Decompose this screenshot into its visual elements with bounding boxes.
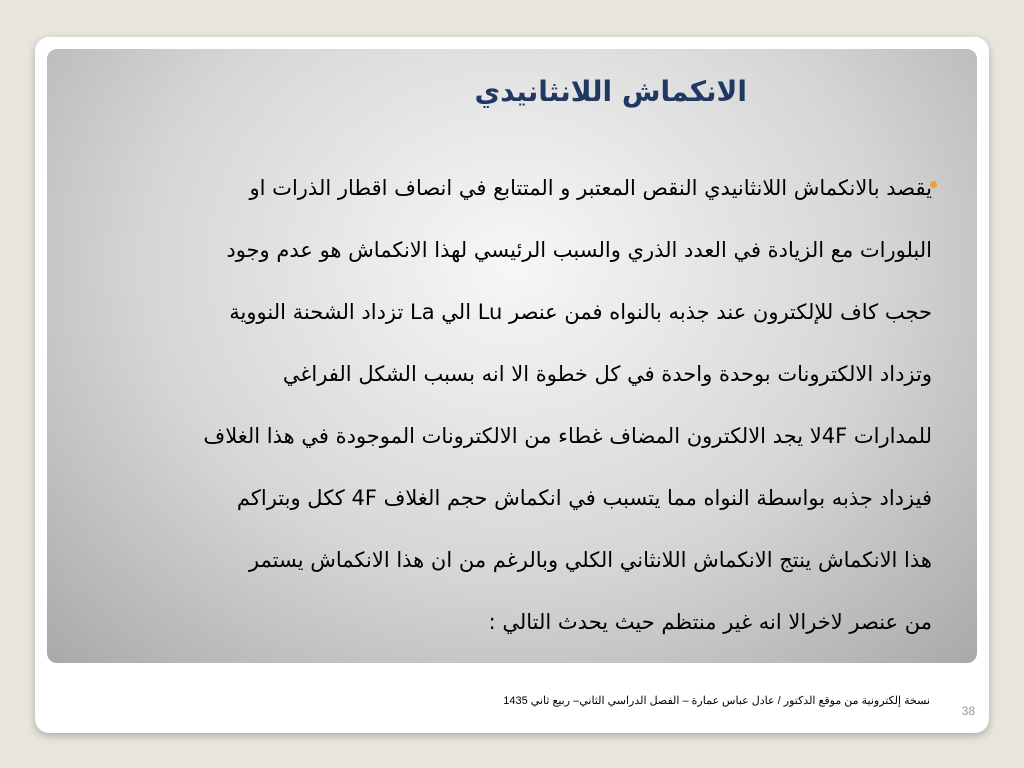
- paragraph-line: البلورات مع الزيادة في العدد الذري والسبب الرئيسي لهذا الانكماش هو عدم وجود: [226, 238, 932, 262]
- paragraph-line: حجب كاف للإلكترون عند جذبه بالنواه فمن عنصر Lu الي La تزداد الشحنة النووية: [229, 300, 932, 324]
- slide-title: الانكماش اللانثانيدي: [474, 75, 747, 108]
- paragraph-line: وتزداد الالكترونات بوحدة واحدة في كل خطوة الا انه بسبب الشكل الفراغي: [282, 362, 932, 386]
- footer-text: نسخة إلكترونية من موقع الدكتور / عادل عباس عمارة – الفصل الدراسي الثاني– ربيع ثاني 1435: [503, 695, 930, 707]
- paragraph-line: يقصد بالانكماش اللانثانيدي النقص المعتبر و المتتابع في انصاف اقطار الذرات او: [249, 176, 932, 200]
- paragraph-line: من عنصر لاخرالا انه غير منتظم حيث يحدث التالي :: [488, 610, 932, 634]
- paragraph-line: هذا الانكماش ينتج الانكماش اللانثاني الكلي وبالرغم من ان هذا الانكماش يستمر: [248, 548, 932, 572]
- paragraph-line: للمدارات 4Fلا يجد الالكترون المضاف غطاء من الالكترونات الموجودة في هذا الغلاف: [203, 424, 932, 448]
- content-panel: [47, 49, 977, 663]
- page-number: 38: [961, 704, 975, 718]
- paragraph-line: فيزداد جذبه بواسطة النواه مما يتسبب في انكماش حجم الغلاف 4F ككل وبتراكم: [236, 486, 932, 510]
- body-paragraph: [77, 157, 932, 653]
- slide: [35, 37, 989, 733]
